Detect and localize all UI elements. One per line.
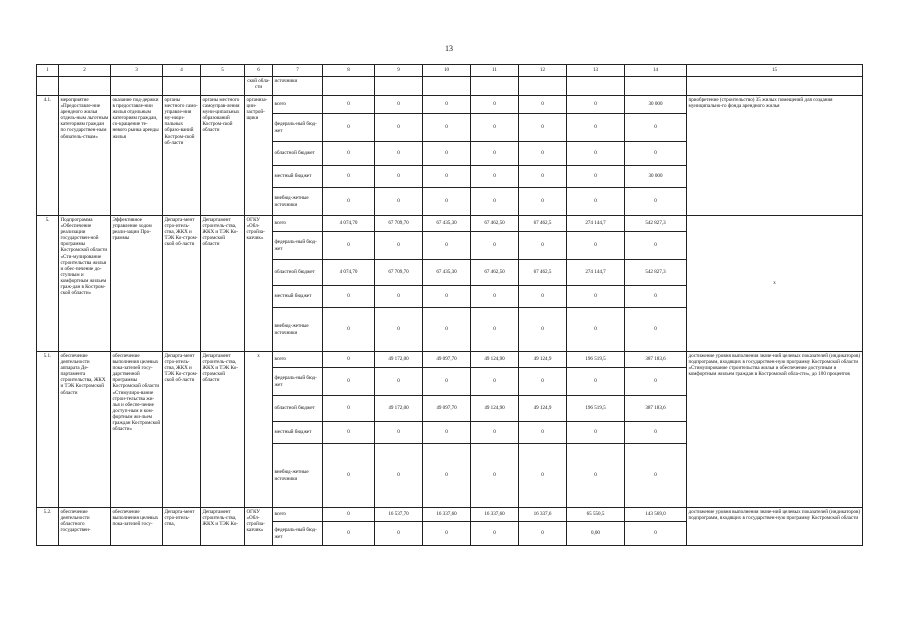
section-name: обеспечение деятельности аппарата Де-партамента строительства, ЖКХ и ТЭК Костромской области [59, 352, 111, 508]
amount-cell: 0 [625, 142, 687, 166]
funding-source: федераль-ный бюд-жет [273, 522, 323, 546]
amount-cell: 0 [471, 96, 519, 114]
table-row [37, 96, 863, 114]
amount-cell: 67 709,70 [375, 216, 423, 232]
column-number: 10 [423, 65, 471, 77]
amount-cell: 0 [625, 232, 687, 260]
customer: Департамент строитель-ства, ЖКХ и ТЭК Ко-стромской области [201, 352, 245, 508]
amount-cell: 0 [567, 114, 625, 142]
amount-cell: 0 [323, 522, 375, 546]
section-code: 5. [37, 216, 59, 352]
amount-cell: 542 827,3 [625, 260, 687, 286]
amount-cell: 0 [471, 188, 519, 216]
section-code: 4.1. [37, 96, 59, 216]
column-number: 13 [567, 65, 625, 77]
amount-cell: 0 [519, 308, 567, 352]
empty-cell [625, 77, 687, 96]
amount-cell: 0 [323, 188, 375, 216]
amount-cell: 0 [471, 286, 519, 308]
amount-cell: 0 [423, 286, 471, 308]
funds-recipient: ОГКУ «Обл-стройза-казчик» [245, 508, 273, 546]
amount-cell: 0 [323, 166, 375, 188]
amount-cell: 0 [519, 166, 567, 188]
amount-cell: 0 [625, 444, 687, 508]
amount-cell: 0 [519, 444, 567, 508]
table-row [37, 352, 863, 368]
amount-cell: 67 462,5 [519, 216, 567, 232]
empty-cell [201, 77, 245, 96]
amount-cell: 0 [323, 308, 375, 352]
page-number: 13 [445, 44, 453, 53]
amount-cell: 0 [323, 352, 375, 368]
funding-source: областной бюджет [273, 260, 323, 286]
amount-cell: 49 124,90 [471, 352, 519, 368]
amount-cell: 0 [519, 286, 567, 308]
amount-cell: 0 [519, 188, 567, 216]
amount-cell: 0 [423, 96, 471, 114]
amount-cell: 67 462,5 [519, 260, 567, 286]
amount-cell: 0 [471, 166, 519, 188]
amount-cell: 0 [625, 114, 687, 142]
amount-cell: 0 [375, 114, 423, 142]
empty-cell [567, 77, 625, 96]
amount-cell: 0 [519, 114, 567, 142]
funding-source: всего [273, 96, 323, 114]
amount-cell: 65 550,5 [567, 508, 625, 522]
amount-cell: 542 827,3 [625, 216, 687, 232]
empty-cell [687, 77, 863, 96]
amount-cell: 0 [471, 368, 519, 396]
amount-cell: 16 337,60 [423, 508, 471, 522]
amount-cell: 0 [471, 232, 519, 260]
empty-cell [519, 77, 567, 96]
customer: Департамент строитель-ства, ЖКХ и ТЭК Ко- [201, 508, 245, 546]
amount-cell: 16 337,6 [519, 508, 567, 522]
expected-result: Эффективное управление ходом реали-зации Про-граммы [111, 216, 163, 352]
expected-result: обеспечение выполнения целевых пока-зателей госу- [111, 508, 163, 546]
amount-cell: 0 [323, 232, 375, 260]
amount-cell: 0 [323, 114, 375, 142]
header-continuation-row [37, 77, 863, 96]
amount-cell: 0 [471, 142, 519, 166]
amount-cell: 0 [625, 286, 687, 308]
funding-source: всего [273, 352, 323, 368]
amount-cell: 0 [375, 444, 423, 508]
amount-cell: 0 [625, 522, 687, 546]
funding-source: местный бюджет [273, 166, 323, 188]
funding-source: федераль-ный бюд-жет [273, 368, 323, 396]
amount-cell: 196 519,5 [567, 396, 625, 422]
empty-cell [471, 77, 519, 96]
amount-cell: 0 [519, 142, 567, 166]
section-name: мероприятие «Предоставле-ние арендного жилья отдель-ным льготным категориям граждан по государствен-ным обязатель-ствам» [59, 96, 111, 216]
section-code: 5.1. [37, 352, 59, 508]
amount-cell: 4 074,70 [323, 216, 375, 232]
amount-cell: 49 124,90 [471, 396, 519, 422]
amount-cell: 0 [323, 508, 375, 522]
amount-cell: 0 [423, 522, 471, 546]
funds-recipient: организа-ции-застрой-щики [245, 96, 273, 216]
amount-cell: 0 [323, 422, 375, 444]
executor: органы местного само-управле-ния му-ници-пальных образо-ваний Костром-ской об-ласти [163, 96, 201, 216]
amount-cell: 0 [423, 444, 471, 508]
amount-cell: 0 [323, 96, 375, 114]
column-number: 12 [519, 65, 567, 77]
target-indicator: приобретение (строительство) 35 жилых помещений для создания муниципально-го фонда арендного жилья [687, 96, 863, 216]
amount-cell: 0 [375, 422, 423, 444]
amount-cell: 0 [471, 444, 519, 508]
funding-source: областной бюджет [273, 142, 323, 166]
amount-cell: 0 [519, 368, 567, 396]
funding-source: областной бюджет [273, 396, 323, 422]
amount-cell: 30 000 [625, 166, 687, 188]
amount-cell: 16 337,60 [471, 508, 519, 522]
amount-cell: 0 [323, 396, 375, 422]
amount-cell: 0 [567, 444, 625, 508]
table-row [37, 508, 863, 522]
amount-cell: 67 462,50 [471, 260, 519, 286]
amount-cell: 0 [567, 308, 625, 352]
target-indicator: х [687, 216, 863, 352]
amount-cell: 0 [471, 308, 519, 352]
amount-cell: 0 [471, 422, 519, 444]
funding-source: федераль-ный бюд-жет [273, 114, 323, 142]
amount-cell: 0 [423, 232, 471, 260]
amount-cell: 143 569,0 [625, 508, 687, 522]
column-number: 11 [471, 65, 519, 77]
amount-cell: 0 [471, 522, 519, 546]
amount-cell: 0 [375, 232, 423, 260]
amount-cell: 0 [519, 96, 567, 114]
column-number-row [37, 65, 863, 77]
section-name: Подпрограмма «Обеспечение реализации государствен-ной программы Костромской области «Сти-мулирование строительства жилья и обес-печение до-ступным и комфортным жильем граж-дан в Костром-ской области» [59, 216, 111, 352]
amount-cell: 0 [567, 232, 625, 260]
amount-cell: 0 [375, 96, 423, 114]
amount-cell: 0 [567, 368, 625, 396]
funding-source: всего [273, 508, 323, 522]
amount-cell: 0 [423, 422, 471, 444]
expected-result: оказание под-держки в предоставле-нии жилья отдельным категориям граждан, со-кращение те-невого рынка аренды жилья [111, 96, 163, 216]
column-number: 4 [163, 65, 201, 77]
column-number: 2 [59, 65, 111, 77]
amount-cell: 0 [625, 422, 687, 444]
amount-cell: 49 172,00 [375, 396, 423, 422]
amount-cell: 0 [323, 444, 375, 508]
amount-cell: 0 [423, 142, 471, 166]
funding-source: внебюд-жетные источники [273, 444, 323, 508]
amount-cell: 4 074,70 [323, 260, 375, 286]
amount-cell: 0 [323, 142, 375, 166]
target-indicator: достижение уровня выполнения значе-ний целевых показателей (индикаторов) подпрограмм, входящих в государствен-ную программу Костромской области [687, 508, 863, 546]
funds-recipient: ОГКУ «Обл-стройза-казчик» [245, 216, 273, 352]
customer: органы местного самоуправ-ления муни-ципальных образований Костром-ской области [201, 96, 245, 216]
amount-cell: 16 537,70 [375, 508, 423, 522]
column-number: 1 [37, 65, 59, 77]
amount-cell: 0 [519, 522, 567, 546]
table-row [37, 216, 863, 232]
amount-cell: 274 144,7 [567, 260, 625, 286]
table-body [37, 65, 863, 546]
amount-cell: 67 462,50 [471, 216, 519, 232]
funds-recipient: х [245, 352, 273, 508]
header-continuation-text: ской обла-сти [245, 77, 273, 96]
empty-cell [163, 77, 201, 96]
amount-cell: 0 [471, 114, 519, 142]
expected-result: обеспечение выполнения целевых пока-зателей госу-дарственной программы Костромской области «Стимулиро-вание строи-тельства жи-лья и обеспе-чение доступ-ным и ком-фортным жи-льем граждан Костромской области» [111, 352, 163, 508]
amount-cell: 0 [375, 368, 423, 396]
amount-cell: 0 [375, 286, 423, 308]
amount-cell: 0 [567, 422, 625, 444]
amount-cell: 67 435,30 [423, 216, 471, 232]
amount-cell: 0,00 [567, 522, 625, 546]
amount-cell: 49 097,70 [423, 396, 471, 422]
amount-cell: 0 [375, 308, 423, 352]
amount-cell: 274 144,7 [567, 216, 625, 232]
funding-source: всего [273, 216, 323, 232]
amount-cell: 0 [519, 232, 567, 260]
amount-cell: 49 124,9 [519, 396, 567, 422]
amount-cell: 0 [323, 368, 375, 396]
executor: Департа-мент стро-итель-ства, [163, 508, 201, 546]
column-number: 3 [111, 65, 163, 77]
empty-cell [375, 77, 423, 96]
funding-source: внебюд-жетные источники [273, 308, 323, 352]
amount-cell: 0 [567, 188, 625, 216]
empty-cell [423, 77, 471, 96]
budget-table [36, 64, 863, 546]
amount-cell: 387 183,6 [625, 396, 687, 422]
amount-cell: 0 [625, 188, 687, 216]
customer: Департамент строитель-ства, ЖКХ и ТЭК Ко-стромской области [201, 216, 245, 352]
amount-cell: 49 124,9 [519, 352, 567, 368]
amount-cell: 0 [423, 368, 471, 396]
column-number: 5 [201, 65, 245, 77]
amount-cell: 49 097,70 [423, 352, 471, 368]
header-sources-label: источники [273, 77, 323, 96]
funding-source: внебюд-жетные источники [273, 188, 323, 216]
column-number: 15 [687, 65, 863, 77]
empty-cell [59, 77, 111, 96]
amount-cell: 0 [519, 422, 567, 444]
amount-cell: 0 [625, 308, 687, 352]
amount-cell: 0 [567, 166, 625, 188]
column-number: 9 [375, 65, 423, 77]
amount-cell: 0 [423, 308, 471, 352]
executor: Департа-мент стро-итель-ства, ЖКХ и ТЭК Ко-стром-ской об-ласти [163, 352, 201, 508]
amount-cell: 67 435,30 [423, 260, 471, 286]
empty-cell [323, 77, 375, 96]
amount-cell: 0 [567, 286, 625, 308]
empty-cell [111, 77, 163, 96]
amount-cell: 387 183,6 [625, 352, 687, 368]
amount-cell: 30 000 [625, 96, 687, 114]
amount-cell: 67 709,70 [375, 260, 423, 286]
funding-source: местный бюджет [273, 286, 323, 308]
amount-cell: 0 [567, 96, 625, 114]
amount-cell: 0 [375, 142, 423, 166]
amount-cell: 0 [423, 166, 471, 188]
column-number: 7 [273, 65, 323, 77]
amount-cell: 0 [375, 188, 423, 216]
amount-cell: 0 [323, 286, 375, 308]
funding-source: местный бюджет [273, 422, 323, 444]
amount-cell: 0 [375, 166, 423, 188]
column-number: 14 [625, 65, 687, 77]
amount-cell: 49 172,00 [375, 352, 423, 368]
amount-cell: 0 [423, 114, 471, 142]
executor: Департа-мент стро-итель-ства, ЖКХ и ТЭК Ко-стром-ской об-ласти [163, 216, 201, 352]
target-indicator: достижение уровня выполнения значе-ний целевых показателей (индикаторов) подпрограмм, входящих в государствен-ную программу Костромской области «Стимулирование строительства жилья и обеспечение доступным и комфортным жильем граждан в Костромской обла-сти», до 100 процентов [687, 352, 863, 508]
amount-cell: 0 [625, 368, 687, 396]
amount-cell: 0 [375, 522, 423, 546]
amount-cell: 0 [423, 188, 471, 216]
amount-cell: 0 [567, 142, 625, 166]
column-number: 6 [245, 65, 273, 77]
section-code: 5.2. [37, 508, 59, 546]
column-number: 8 [323, 65, 375, 77]
funding-source: федераль-ный бюд-жет [273, 232, 323, 260]
section-name: обеспечение деятельности областного государствен- [59, 508, 111, 546]
amount-cell: 196 519,5 [567, 352, 625, 368]
empty-cell [37, 77, 59, 96]
